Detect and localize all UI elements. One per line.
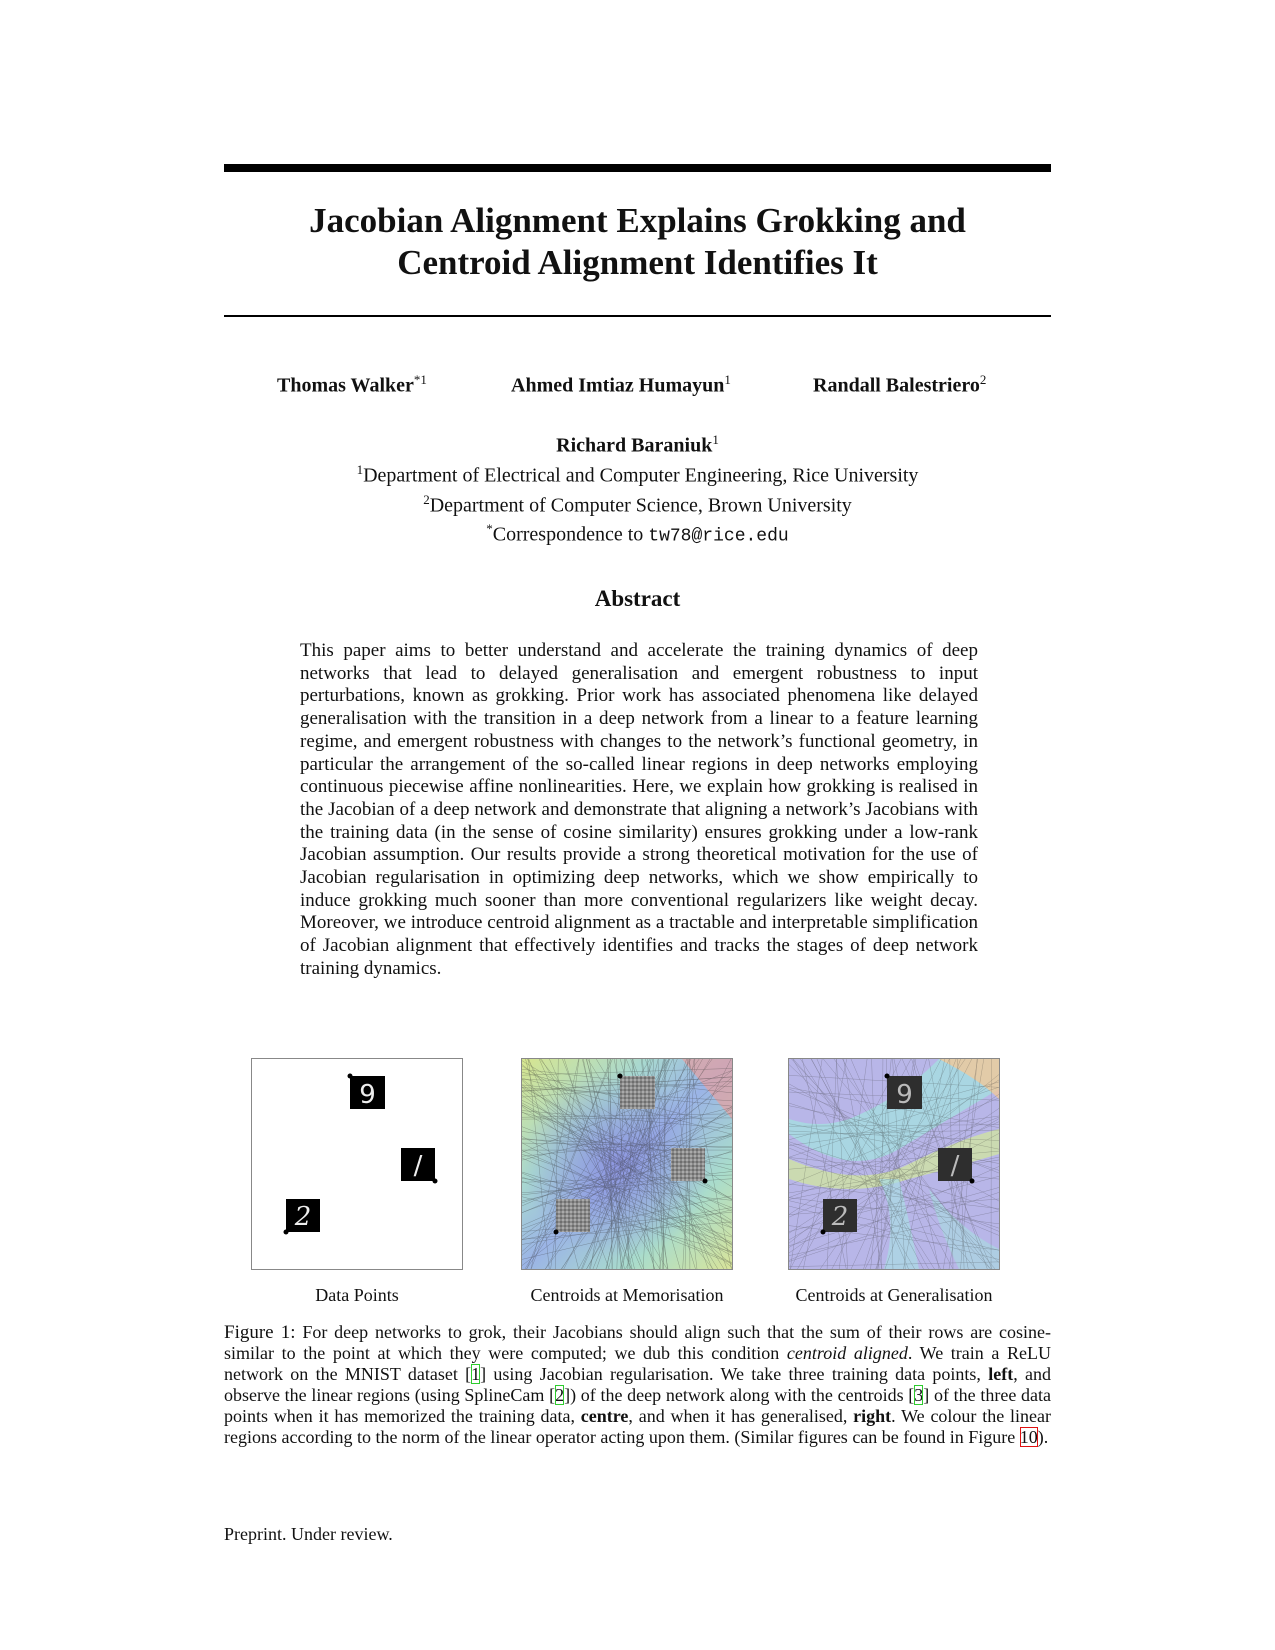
data-point-marker	[703, 1179, 708, 1184]
memorisation-plot	[522, 1059, 732, 1269]
citation-link[interactable]: 1	[471, 1364, 481, 1384]
figure-caption	[224, 1322, 1051, 1448]
affiliations	[224, 458, 1051, 549]
correspondence-text: Correspondence to	[492, 523, 649, 546]
footer-note: Preprint. Under review.	[224, 1524, 393, 1544]
top-rule	[224, 164, 1051, 172]
data-point-marker	[885, 1074, 890, 1079]
panel-centroids-generalisation	[788, 1058, 1000, 1270]
author-mark: 1	[712, 432, 719, 447]
digit-tile-nine	[350, 1076, 385, 1110]
caption-bold: left	[988, 1364, 1014, 1384]
paper-title	[224, 200, 1051, 284]
caption-text: , and when it has generalised,	[628, 1406, 854, 1426]
panel-data-points	[251, 1058, 463, 1270]
citation-link[interactable]: 2	[555, 1385, 565, 1405]
title-line-1: Jacobian Alignment Explains Grokking and	[309, 201, 966, 240]
caption-text: ] using Jacobian regularisation. We take three training data points,	[480, 1364, 989, 1384]
caption-bold: centre	[580, 1406, 629, 1426]
affiliation-text: Department of Electrical and Computer Engineering, Rice University	[363, 464, 919, 487]
caption-text: ]) of the deep network along with the centroids [	[564, 1385, 915, 1405]
data-point-marker	[348, 1074, 353, 1079]
caption-text: . We train a ReLU network on the MNIST dataset [	[224, 1343, 1052, 1384]
affiliation-1	[224, 458, 1051, 488]
author-name: Richard Baraniuk	[556, 434, 713, 457]
centroid-tile-one	[671, 1148, 705, 1181]
author-mark: 1	[724, 372, 731, 387]
correspondence	[224, 517, 1051, 549]
affiliation-text: Department of Computer Science, Brown University	[429, 494, 852, 517]
caption-text: For deep networks to grok, their Jacobians should align such that the sum of their rows are cosine-similar to the point at which they were computed; we dub this condition	[224, 1322, 1051, 1363]
figure-reference-link[interactable]: 10	[1019, 1427, 1038, 1447]
digit-tile-two	[286, 1199, 320, 1232]
author-mark: 2	[979, 372, 987, 387]
data-point-marker	[618, 1074, 623, 1079]
digit-tile-one	[401, 1148, 435, 1181]
abstract-heading: Abstract	[594, 586, 681, 611]
subfigure-label-centre: Centroids at Memorisation	[530, 1285, 724, 1305]
author-name: Thomas Walker	[277, 374, 414, 397]
title-line-2: Centroid Alignment Identifies It	[397, 243, 878, 282]
title-bottom-rule	[224, 315, 1051, 317]
author-mark: *1	[413, 372, 427, 387]
caption-text: ] of the three data points when it has memorized the training data,	[224, 1385, 1051, 1426]
centroid-tile-nine	[620, 1076, 655, 1109]
caption-prefix: Figure 1:	[224, 1322, 296, 1343]
digit-label: 9	[896, 1080, 913, 1110]
abstract-text: This paper aims to better understand and accelerate the training dynamics of deep networks that lead to delayed generalisation and emergent robustness to input perturbations, known as grokking. Prior work has associated phenomena like delayed generalisation with the transition in a deep network from a linear to a feature learning regime, and emergent robustness with changes to the network’s functional geometry, in particular the arrangement of the so-called linear regions in deep networks employing continuous piecewise affine nonlinearities. Here, we explain how grokking is realised in the Jacobian of a deep network and demonstrate that aligning a network’s Jacobians with the training data (in the sense of cosine similarity) ensures grokking under a low-rank Jacobian assumption. Our results provide a strong theoretical motivation for the use of Jacobian regularisation in optimizing deep networks, which we show empirically to induce grokking much sooner than more conventional regularizers like weight decay. Moreover, we introduce centroid alignment as a tractable and interpretable simplification of Jacobian alignment that effectively identifies and tracks the stages of deep network training dynamics.	[300, 640, 978, 979]
authors-row	[224, 372, 1051, 398]
author-name: Randall Balestriero	[813, 374, 980, 397]
panel-centroids-memorisation	[521, 1058, 733, 1270]
caption-text: ).	[1037, 1427, 1049, 1447]
data-point-marker	[970, 1179, 975, 1184]
digit-label: /	[413, 1151, 423, 1181]
data-point-marker	[433, 1179, 438, 1184]
caption-text: . We colour the linear regions according to the norm of the linear operator acting upon them. (Similar figures can be found in Figure	[224, 1406, 1051, 1447]
citation-link[interactable]: 3	[914, 1385, 924, 1405]
affiliation-mark: 2	[423, 491, 430, 507]
caption-emphasis: centroid aligned	[786, 1343, 908, 1363]
affiliation-2	[224, 488, 1051, 518]
author-3	[813, 372, 986, 398]
centroid-tile-two	[823, 1199, 857, 1232]
data-points-plot	[252, 1059, 462, 1269]
data-point-marker	[821, 1230, 826, 1235]
correspondence-email[interactable]: tw78@rice.edu	[648, 526, 789, 547]
data-point-marker	[554, 1230, 559, 1235]
affiliation-mark: 1	[356, 462, 364, 477]
generalisation-plot	[789, 1059, 999, 1269]
author-2	[511, 372, 731, 398]
centroid-tile-one	[938, 1148, 972, 1181]
correspondence-mark: *	[486, 521, 493, 537]
digit-label: 2	[294, 1202, 312, 1232]
digit-label: 9	[359, 1080, 376, 1110]
digit-label: 2	[831, 1202, 849, 1232]
caption-text: , and observe the linear regions (using SplineCam [	[224, 1364, 1051, 1405]
author-name: Ahmed Imtiaz Humayun	[511, 374, 725, 397]
author-4	[224, 432, 1051, 458]
author-1	[277, 372, 427, 398]
caption-bold: right	[853, 1406, 892, 1426]
digit-label: /	[950, 1151, 960, 1181]
centroid-tile-two	[556, 1199, 590, 1232]
data-point-marker	[284, 1230, 289, 1235]
centroid-tile-nine	[887, 1076, 922, 1110]
subfigure-label-left: Data Points	[315, 1285, 399, 1305]
subfigure-label-right: Centroids at Generalisation	[795, 1285, 993, 1305]
